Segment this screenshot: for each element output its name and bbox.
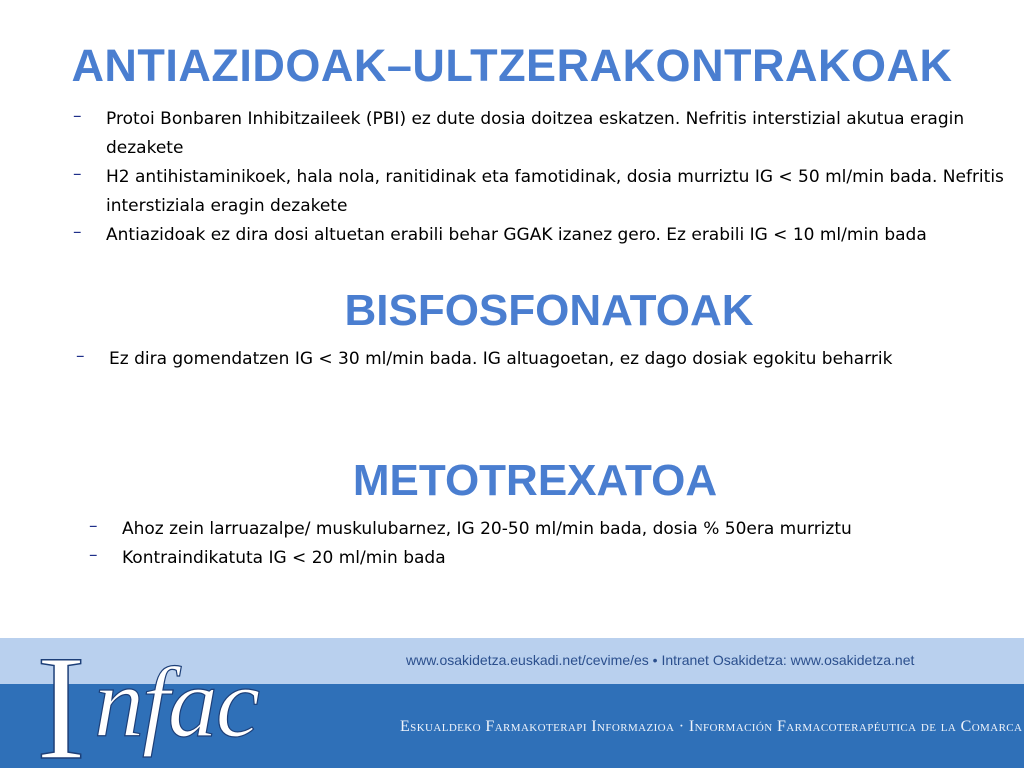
bullet-dash: – <box>73 106 82 126</box>
list-item <box>89 515 1024 544</box>
section-title-metotrexatoa: METOTREXATOA <box>352 456 718 505</box>
section-title-bisfosfonatoak: BISFOSFONATOAK <box>344 286 754 335</box>
bullet-dash: – <box>76 346 85 366</box>
bisfosfonatoak-bullet-list <box>76 345 1011 374</box>
list-item <box>73 221 1008 250</box>
list-item <box>73 105 1008 163</box>
antiazidoak-bullet-list <box>73 105 1008 250</box>
footer-info-text: Eskualdeko Farmakoterapi Informazioa · Información Farmacoterapéutica de la Comarca <box>400 718 1023 735</box>
bullet-text: Ez dira gomendatzen IG < 30 ml/min bada. IG altuagoetan, ez dago dosiak egokitu beharrik <box>109 349 893 369</box>
bullet-text: H2 antihistaminikoek, hala nola, ranitidinak eta famotidinak, dosia murriztu IG < 50 ml/min bada. Nefritis interstiziala eragin dezakete <box>106 167 1004 216</box>
logo-letters-nfac: nfac <box>94 647 259 758</box>
bullet-text: Protoi Bonbaren Inhibitzaileek (PBI) ez dute dosia doitzea eskatzen. Nefritis interstizial akutua eragin dezakete <box>106 109 965 158</box>
bullet-dash: – <box>89 545 98 565</box>
bullet-text: Antiazidoak ez dira dosi altuetan erabili behar GGAK izanez gero. Ez erabili IG < 10 ml/min bada <box>106 225 927 245</box>
footer-urls: www.osakidetza.euskadi.net/cevime/es • Intranet Osakidetza: www.osakidetza.net <box>406 652 915 668</box>
list-item <box>89 544 1024 573</box>
metotrexatoa-bullet-list <box>89 515 1024 573</box>
bullet-dash: – <box>89 516 98 536</box>
infac-logo <box>34 640 334 768</box>
list-item <box>73 163 1008 221</box>
bullet-dash: – <box>73 164 82 184</box>
bullet-text: Kontraindikatuta IG < 20 ml/min bada <box>122 548 446 568</box>
list-item <box>76 345 1011 374</box>
section-title-antiazidoak: ANTIAZIDOAK–ULTZERAKONTRAKOAK <box>71 40 953 91</box>
logo-letter-i: I <box>36 640 86 768</box>
bullet-dash: – <box>73 222 82 242</box>
bullet-text: Ahoz zein larruazalpe/ muskulubarnez, IG 20-50 ml/min bada, dosia % 50era murriztu <box>122 519 852 539</box>
